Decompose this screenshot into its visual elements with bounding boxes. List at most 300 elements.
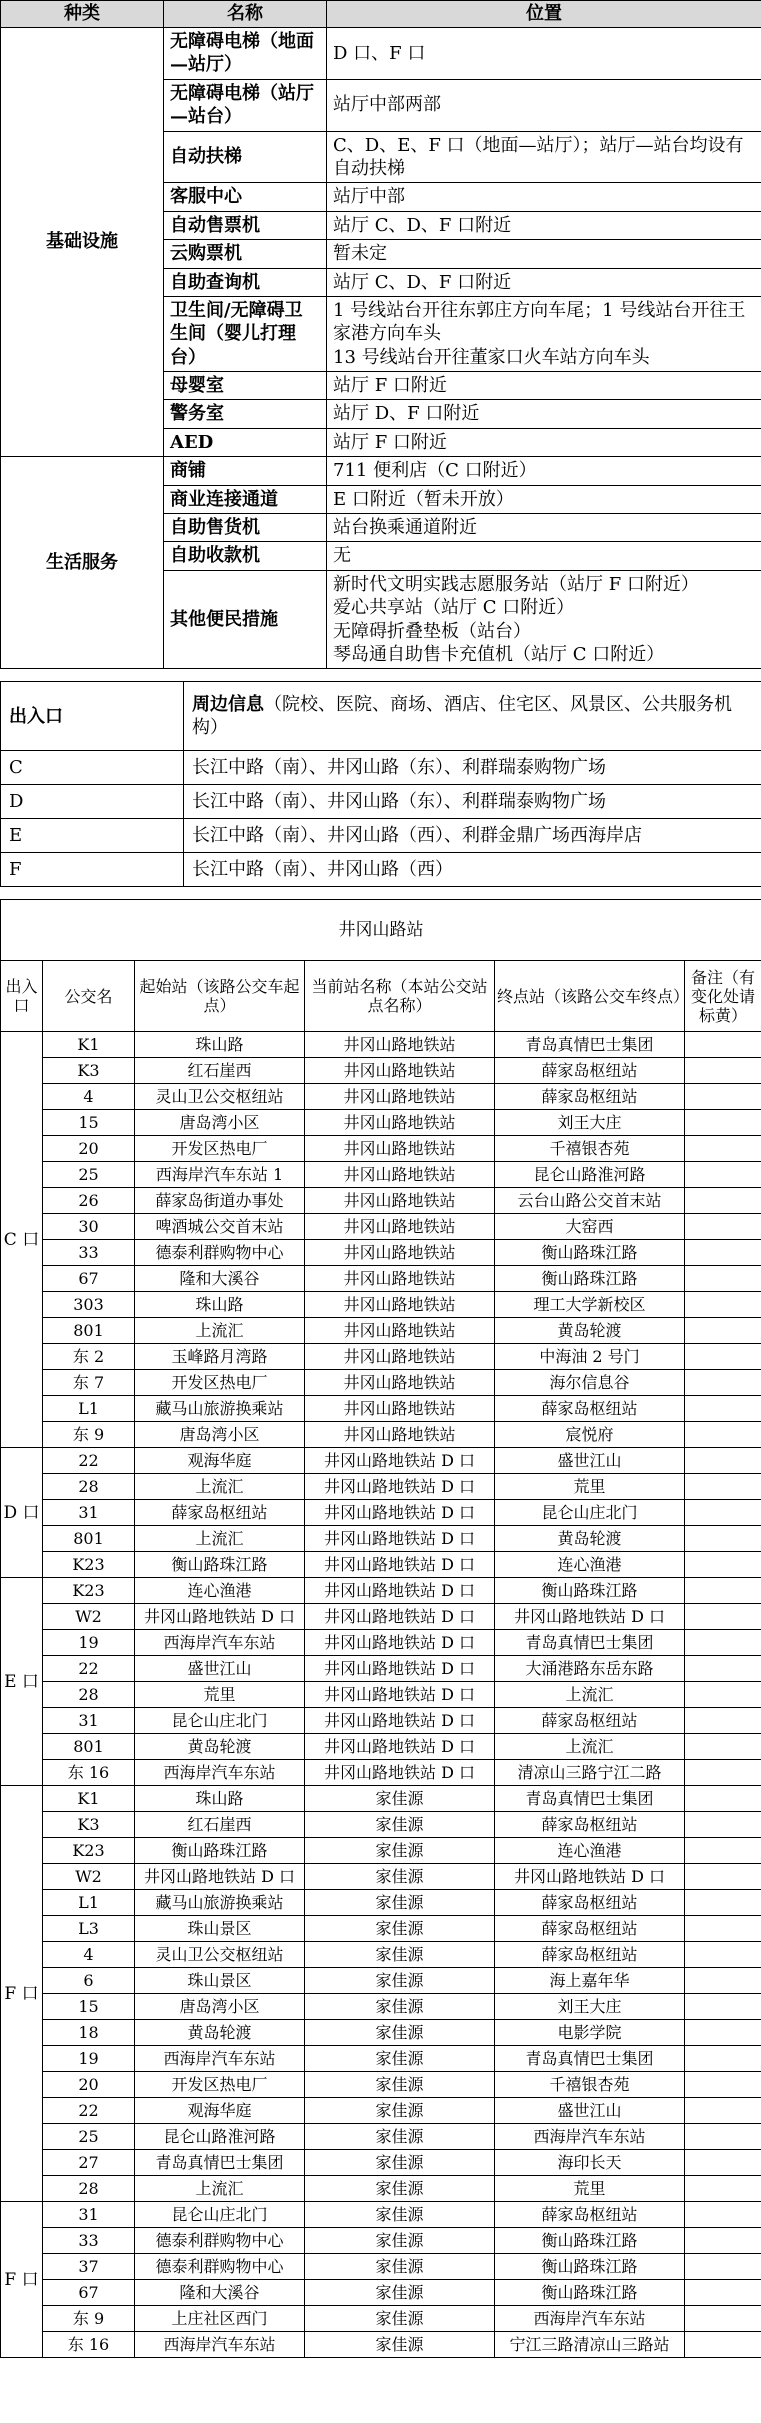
bus-end-station: 上流汇	[495, 1734, 685, 1760]
bus-current-station: 家佳源	[305, 1916, 495, 1942]
bus-end-station: 衡山路珠江路	[495, 2280, 685, 2306]
bus-remark	[685, 1786, 761, 1812]
facility-name: 自动售票机	[164, 211, 327, 239]
bus-start-station: 薛家岛枢纽站	[135, 1500, 305, 1526]
bus-route-name: 19	[43, 2046, 135, 2072]
bus-remark	[685, 1890, 761, 1916]
bus-end-station: 薛家岛枢纽站	[495, 2202, 685, 2228]
bus-current-station: 井冈山路地铁站 D 口	[305, 1578, 495, 1604]
bus-remark	[685, 1084, 761, 1110]
bus-start-station: 珠山路	[135, 1032, 305, 1058]
bus-current-station: 井冈山路地铁站 D 口	[305, 1656, 495, 1682]
bus-remark	[685, 1188, 761, 1214]
facility-location: 站厅 F 口附近	[327, 428, 761, 456]
bus-start-station: 上流汇	[135, 1474, 305, 1500]
bus-start-station: 德泰利群购物中心	[135, 1240, 305, 1266]
bus-current-station: 井冈山路地铁站 D 口	[305, 1630, 495, 1656]
bus-end-station: 大窑西	[495, 1214, 685, 1240]
bus-end-station: 昆仑山路淮河路	[495, 1162, 685, 1188]
bus-row	[1, 1344, 761, 1370]
bus-route-name: 20	[43, 1136, 135, 1162]
bus-row	[1, 2098, 761, 2124]
bus-title: 井冈山路站	[1, 900, 761, 961]
bus-start-station: 藏马山旅游换乘站	[135, 1890, 305, 1916]
bus-remark	[685, 1058, 761, 1084]
exits-table	[0, 681, 761, 887]
bus-route-name: 37	[43, 2254, 135, 2280]
bus-exit-label: E 口	[1, 1578, 43, 1786]
bus-remark	[685, 2176, 761, 2202]
bus-current-station: 家佳源	[305, 2254, 495, 2280]
bus-remark	[685, 1318, 761, 1344]
bus-row	[1, 2072, 761, 2098]
bus-row	[1, 2124, 761, 2150]
exit-info: 长江中路（南）、井冈山路（西）	[184, 853, 761, 887]
bus-start-station: 唐岛湾小区	[135, 1422, 305, 1448]
facility-name: 自助售货机	[164, 514, 327, 542]
facility-location: 暂未定	[327, 240, 761, 268]
bus-current-station: 家佳源	[305, 1968, 495, 1994]
facility-location: 站厅 C、D、F 口附近	[327, 211, 761, 239]
bus-row	[1, 1292, 761, 1318]
bus-row	[1, 2332, 761, 2358]
bus-row	[1, 1812, 761, 1838]
bus-remark	[685, 1500, 761, 1526]
bus-end-station: 刘王大庄	[495, 1994, 685, 2020]
bus-row	[1, 1370, 761, 1396]
bus-row	[1, 1786, 761, 1812]
bus-end-station: 荒里	[495, 1474, 685, 1500]
bus-header-exit: 出入口	[1, 961, 43, 1032]
bus-row	[1, 2150, 761, 2176]
bus-current-station: 井冈山路地铁站	[305, 1422, 495, 1448]
header-name: 名称	[164, 1, 327, 28]
bus-route-name: 26	[43, 1188, 135, 1214]
bus-remark	[685, 2150, 761, 2176]
bus-remark	[685, 2254, 761, 2280]
bus-start-station: 红石崖西	[135, 1812, 305, 1838]
bus-current-station: 家佳源	[305, 1812, 495, 1838]
bus-remark	[685, 1552, 761, 1578]
bus-header-start: 起始站（该路公交车起点）	[135, 961, 305, 1032]
bus-header-row	[1, 961, 761, 1032]
bus-start-station: 开发区热电厂	[135, 2072, 305, 2098]
bus-start-station: 盛世江山	[135, 1656, 305, 1682]
bus-end-station: 薛家岛枢纽站	[495, 1058, 685, 1084]
bus-current-station: 井冈山路地铁站	[305, 1110, 495, 1136]
bus-row	[1, 2254, 761, 2280]
bus-route-name: K1	[43, 1786, 135, 1812]
bus-route-name: 28	[43, 1474, 135, 1500]
bus-row	[1, 1474, 761, 1500]
bus-route-name: 东 9	[43, 2306, 135, 2332]
bus-row	[1, 1110, 761, 1136]
bus-remark	[685, 1916, 761, 1942]
bus-remark	[685, 2072, 761, 2098]
bus-route-name: 801	[43, 1734, 135, 1760]
bus-remark	[685, 2098, 761, 2124]
bus-row	[1, 1994, 761, 2020]
bus-row	[1, 2202, 761, 2228]
bus-end-station: 西海岸汽车东站	[495, 2306, 685, 2332]
bus-end-station: 西海岸汽车东站	[495, 2124, 685, 2150]
bus-remark	[685, 1214, 761, 1240]
bus-remark	[685, 1604, 761, 1630]
bus-current-station: 井冈山路地铁站	[305, 1136, 495, 1162]
bus-remark	[685, 2202, 761, 2228]
bus-route-name: 4	[43, 1084, 135, 1110]
bus-current-station: 井冈山路地铁站	[305, 1266, 495, 1292]
bus-end-station: 黄岛轮渡	[495, 1318, 685, 1344]
facility-name: 自动扶梯	[164, 131, 327, 183]
bus-route-name: 801	[43, 1526, 135, 1552]
bus-route-name: 67	[43, 1266, 135, 1292]
bus-current-station: 家佳源	[305, 2228, 495, 2254]
bus-row	[1, 1578, 761, 1604]
bus-start-station: 珠山景区	[135, 1916, 305, 1942]
bus-current-station: 井冈山路地铁站	[305, 1162, 495, 1188]
bus-row	[1, 1214, 761, 1240]
bus-remark	[685, 2228, 761, 2254]
exit-label: F	[1, 853, 184, 887]
exit-info: 长江中路（南）、井冈山路（东）、利群瑞泰购物广场	[184, 751, 761, 785]
bus-table	[0, 899, 761, 2358]
bus-row	[1, 1188, 761, 1214]
bus-current-station: 家佳源	[305, 1786, 495, 1812]
bus-remark	[685, 1812, 761, 1838]
exit-label: E	[1, 819, 184, 853]
bus-start-station: 连心渔港	[135, 1578, 305, 1604]
bus-start-station: 昆仑山路淮河路	[135, 2124, 305, 2150]
bus-row	[1, 2280, 761, 2306]
bus-start-station: 上流汇	[135, 2176, 305, 2202]
bus-start-station: 唐岛湾小区	[135, 1110, 305, 1136]
bus-row	[1, 1734, 761, 1760]
bus-header-remark: 备注（有变化处请标黄）	[685, 961, 761, 1032]
bus-current-station: 家佳源	[305, 2046, 495, 2072]
facility-name: 云购票机	[164, 240, 327, 268]
bus-header-end: 终点站（该路公交车终点）	[495, 961, 685, 1032]
bus-row	[1, 1760, 761, 1786]
bus-start-station: 西海岸汽车东站	[135, 2046, 305, 2072]
header-location: 位置	[327, 1, 761, 28]
bus-remark	[685, 1448, 761, 1474]
bus-row	[1, 1266, 761, 1292]
bus-start-station: 红石崖西	[135, 1058, 305, 1084]
bus-route-name: 18	[43, 2020, 135, 2046]
bus-remark	[685, 1526, 761, 1552]
bus-end-station: 薛家岛枢纽站	[495, 1812, 685, 1838]
facility-location: 站厅 D、F 口附近	[327, 400, 761, 428]
bus-start-station: 藏马山旅游换乘站	[135, 1396, 305, 1422]
bus-remark	[685, 1422, 761, 1448]
bus-remark	[685, 1474, 761, 1500]
bus-row	[1, 1708, 761, 1734]
bus-remark	[685, 1136, 761, 1162]
bus-route-name: 31	[43, 1500, 135, 1526]
bus-route-name: 东 9	[43, 1422, 135, 1448]
bus-route-name: 27	[43, 2150, 135, 2176]
bus-end-station: 中海油 2 号门	[495, 1344, 685, 1370]
bus-exit-label: C 口	[1, 1032, 43, 1448]
facility-location: 无	[327, 542, 761, 570]
bus-start-station: 唐岛湾小区	[135, 1994, 305, 2020]
bus-row	[1, 2228, 761, 2254]
bus-exit-label: D 口	[1, 1448, 43, 1578]
bus-current-station: 家佳源	[305, 1838, 495, 1864]
header-nearby-bold: 周边信息	[192, 693, 264, 715]
bus-start-station: 珠山路	[135, 1292, 305, 1318]
bus-start-station: 啤酒城公交首末站	[135, 1214, 305, 1240]
bus-remark	[685, 1942, 761, 1968]
bus-current-station: 井冈山路地铁站 D 口	[305, 1682, 495, 1708]
bus-remark	[685, 1630, 761, 1656]
bus-route-name: 33	[43, 2228, 135, 2254]
bus-start-station: 德泰利群购物中心	[135, 2254, 305, 2280]
bus-current-station: 井冈山路地铁站	[305, 1318, 495, 1344]
bus-current-station: 井冈山路地铁站 D 口	[305, 1760, 495, 1786]
exit-row	[1, 819, 761, 853]
bus-start-station: 西海岸汽车东站	[135, 2332, 305, 2358]
bus-end-station: 上流汇	[495, 1682, 685, 1708]
facility-name: 客服中心	[164, 183, 327, 211]
bus-end-station: 理工大学新校区	[495, 1292, 685, 1318]
exit-row	[1, 785, 761, 819]
bus-route-name: L1	[43, 1396, 135, 1422]
bus-start-station: 荒里	[135, 1682, 305, 1708]
bus-start-station: 开发区热电厂	[135, 1370, 305, 1396]
bus-row	[1, 1656, 761, 1682]
facilities-header-row	[1, 1, 761, 28]
bus-route-name: 4	[43, 1942, 135, 1968]
bus-remark	[685, 1760, 761, 1786]
bus-remark	[685, 1968, 761, 1994]
bus-route-name: L3	[43, 1916, 135, 1942]
facility-location: 站台换乘通道附近	[327, 514, 761, 542]
bus-end-station: 衡山路珠江路	[495, 1266, 685, 1292]
bus-row	[1, 1422, 761, 1448]
bus-current-station: 井冈山路地铁站	[305, 1058, 495, 1084]
facility-location: C、D、E、F 口（地面—站厅）；站厅—站台均设有自动扶梯	[327, 131, 761, 183]
bus-current-station: 家佳源	[305, 2332, 495, 2358]
bus-route-name: 东 16	[43, 2332, 135, 2358]
bus-route-name: W2	[43, 1604, 135, 1630]
bus-remark	[685, 1994, 761, 2020]
bus-row	[1, 1240, 761, 1266]
bus-current-station: 井冈山路地铁站	[305, 1292, 495, 1318]
bus-row	[1, 1058, 761, 1084]
facility-location: 站厅中部两部	[327, 79, 761, 131]
bus-end-station: 千禧银杏苑	[495, 2072, 685, 2098]
bus-end-station: 云台山路公交首末站	[495, 1188, 685, 1214]
bus-current-station: 井冈山路地铁站 D 口	[305, 1708, 495, 1734]
bus-end-station: 千禧银杏苑	[495, 1136, 685, 1162]
bus-start-station: 黄岛轮渡	[135, 2020, 305, 2046]
bus-route-name: K3	[43, 1058, 135, 1084]
bus-route-name: 28	[43, 2176, 135, 2202]
bus-current-station: 井冈山路地铁站	[305, 1084, 495, 1110]
bus-current-station: 井冈山路地铁站 D 口	[305, 1734, 495, 1760]
bus-end-station: 宸悦府	[495, 1422, 685, 1448]
bus-remark	[685, 1032, 761, 1058]
bus-route-name: 6	[43, 1968, 135, 1994]
bus-current-station: 井冈山路地铁站	[305, 1240, 495, 1266]
bus-end-station: 井冈山路地铁站 D 口	[495, 1604, 685, 1630]
bus-start-station: 观海华庭	[135, 1448, 305, 1474]
exit-info: 长江中路（南）、井冈山路（西）、利群金鼎广场西海岸店	[184, 819, 761, 853]
bus-row	[1, 1604, 761, 1630]
bus-remark	[685, 1578, 761, 1604]
bus-current-station: 井冈山路地铁站 D 口	[305, 1500, 495, 1526]
facility-name: 商铺	[164, 457, 327, 485]
bus-route-name: 东 16	[43, 1760, 135, 1786]
exits-header-row	[1, 682, 761, 751]
bus-route-name: 801	[43, 1318, 135, 1344]
bus-remark	[685, 1162, 761, 1188]
bus-route-name: 20	[43, 2072, 135, 2098]
bus-end-station: 薛家岛枢纽站	[495, 1396, 685, 1422]
bus-row	[1, 2046, 761, 2072]
facility-name: 自助收款机	[164, 542, 327, 570]
bus-end-station: 电影学院	[495, 2020, 685, 2046]
bus-start-station: 昆仑山庄北门	[135, 1708, 305, 1734]
facility-name: 其他便民措施	[164, 570, 327, 669]
facility-location: 711 便利店（C 口附近）	[327, 457, 761, 485]
bus-end-station: 青岛真情巴士集团	[495, 1032, 685, 1058]
facility-location: 站厅 F 口附近	[327, 372, 761, 400]
bus-start-station: 珠山景区	[135, 1968, 305, 1994]
bus-route-name: 东 2	[43, 1344, 135, 1370]
bus-end-station: 宁江三路清凉山三路站	[495, 2332, 685, 2358]
bus-route-name: K23	[43, 1552, 135, 1578]
bus-start-station: 昆仑山庄北门	[135, 2202, 305, 2228]
bus-start-station: 玉峰路月湾路	[135, 1344, 305, 1370]
bus-current-station: 家佳源	[305, 1994, 495, 2020]
bus-exit-label: F 口	[1, 1786, 43, 2202]
bus-route-name: K3	[43, 1812, 135, 1838]
bus-remark	[685, 1864, 761, 1890]
bus-route-name: 33	[43, 1240, 135, 1266]
bus-end-station: 海印长天	[495, 2150, 685, 2176]
bus-row	[1, 1500, 761, 1526]
bus-row	[1, 2176, 761, 2202]
header-category: 种类	[1, 1, 164, 28]
bus-end-station: 青岛真情巴士集团	[495, 2046, 685, 2072]
bus-end-station: 薛家岛枢纽站	[495, 1708, 685, 1734]
bus-row	[1, 1396, 761, 1422]
bus-current-station: 家佳源	[305, 2280, 495, 2306]
bus-current-station: 家佳源	[305, 1942, 495, 1968]
bus-exit-label: F 口	[1, 2202, 43, 2358]
bus-end-station: 海上嘉年华	[495, 1968, 685, 1994]
facility-location: D 口、F 口	[327, 28, 761, 80]
facility-location: 新时代文明实践志愿服务站（站厅 F 口附近） 爱心共享站（站厅 C 口附近） 无障碍折叠垫板（站台） 琴岛通自助售卡充值机（站厅 C 口附近）	[327, 570, 761, 669]
bus-start-station: 西海岸汽车东站	[135, 1630, 305, 1656]
bus-route-name: L1	[43, 1890, 135, 1916]
bus-remark	[685, 2020, 761, 2046]
bus-current-station: 井冈山路地铁站	[305, 1370, 495, 1396]
bus-current-station: 井冈山路地铁站	[305, 1214, 495, 1240]
facility-name: 卫生间/无障碍卫生间（婴儿打理台）	[164, 296, 327, 371]
facility-name: 警务室	[164, 400, 327, 428]
bus-route-name: 22	[43, 1448, 135, 1474]
exit-label: C	[1, 751, 184, 785]
exit-row	[1, 853, 761, 887]
bus-current-station: 井冈山路地铁站	[305, 1344, 495, 1370]
bus-end-station: 青岛真情巴士集团	[495, 1630, 685, 1656]
bus-row	[1, 1162, 761, 1188]
bus-current-station: 井冈山路地铁站 D 口	[305, 1552, 495, 1578]
bus-start-station: 开发区热电厂	[135, 1136, 305, 1162]
bus-row	[1, 1084, 761, 1110]
bus-current-station: 井冈山路地铁站	[305, 1032, 495, 1058]
bus-current-station: 井冈山路地铁站	[305, 1188, 495, 1214]
facility-row	[1, 457, 761, 485]
bus-end-station: 衡山路珠江路	[495, 1578, 685, 1604]
bus-row	[1, 1890, 761, 1916]
bus-route-name: 15	[43, 1994, 135, 2020]
bus-remark	[685, 2306, 761, 2332]
bus-start-station: 西海岸汽车东站 1	[135, 1162, 305, 1188]
bus-start-station: 德泰利群购物中心	[135, 2228, 305, 2254]
bus-current-station: 家佳源	[305, 2124, 495, 2150]
bus-start-station: 黄岛轮渡	[135, 1734, 305, 1760]
bus-end-station: 荒里	[495, 2176, 685, 2202]
bus-remark	[685, 1370, 761, 1396]
bus-remark	[685, 2332, 761, 2358]
bus-end-station: 薛家岛枢纽站	[495, 1942, 685, 1968]
bus-remark	[685, 1656, 761, 1682]
facility-name: 自助查询机	[164, 268, 327, 296]
bus-current-station: 井冈山路地铁站 D 口	[305, 1526, 495, 1552]
facility-name: 母婴室	[164, 372, 327, 400]
facility-name: 商业连接通道	[164, 485, 327, 513]
bus-current-station: 家佳源	[305, 1890, 495, 1916]
bus-row	[1, 1032, 761, 1058]
bus-row	[1, 1838, 761, 1864]
bus-header-route: 公交名	[43, 961, 135, 1032]
bus-end-station: 薛家岛枢纽站	[495, 1916, 685, 1942]
bus-start-station: 井冈山路地铁站 D 口	[135, 1864, 305, 1890]
bus-route-name: 30	[43, 1214, 135, 1240]
bus-route-name: 22	[43, 1656, 135, 1682]
bus-route-name: 15	[43, 1110, 135, 1136]
bus-start-station: 观海华庭	[135, 2098, 305, 2124]
bus-remark	[685, 2280, 761, 2306]
bus-remark	[685, 1266, 761, 1292]
bus-route-name: K23	[43, 1578, 135, 1604]
bus-current-station: 家佳源	[305, 2072, 495, 2098]
bus-row	[1, 1318, 761, 1344]
bus-start-station: 隆和大溪谷	[135, 2280, 305, 2306]
bus-row	[1, 1526, 761, 1552]
bus-end-station: 盛世江山	[495, 2098, 685, 2124]
bus-remark	[685, 1734, 761, 1760]
bus-route-name: 19	[43, 1630, 135, 1656]
bus-route-name: 303	[43, 1292, 135, 1318]
bus-row	[1, 1448, 761, 1474]
bus-current-station: 家佳源	[305, 2150, 495, 2176]
header-nearby-info	[184, 682, 761, 751]
bus-end-station: 海尔信息谷	[495, 1370, 685, 1396]
bus-route-name: W2	[43, 1864, 135, 1890]
bus-end-station: 衡山路珠江路	[495, 2228, 685, 2254]
bus-end-station: 连心渔港	[495, 1552, 685, 1578]
bus-route-name: K1	[43, 1032, 135, 1058]
bus-current-station: 井冈山路地铁站 D 口	[305, 1474, 495, 1500]
facility-location: 站厅中部	[327, 183, 761, 211]
bus-current-station: 井冈山路地铁站	[305, 1396, 495, 1422]
